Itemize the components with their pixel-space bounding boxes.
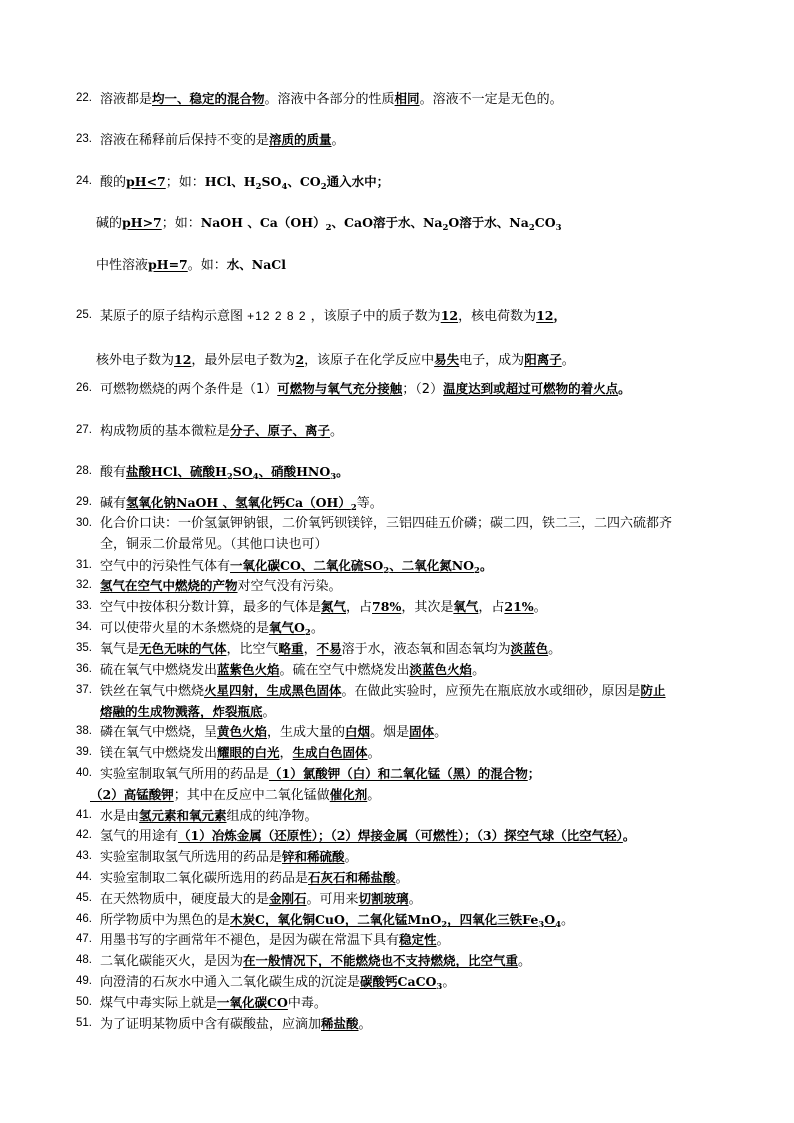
item-number: 44. [76, 871, 92, 883]
text-segment: SO [261, 174, 282, 189]
text-segment: 。硫在空气中燃烧发出 [279, 663, 410, 678]
text-segment: 。 [548, 642, 562, 657]
answer: 12 [440, 308, 459, 323]
item-text [100, 973, 455, 991]
text-segment: ，核电荷数为 [458, 309, 537, 324]
item-text [100, 422, 343, 440]
text-segment: 。 [336, 464, 349, 479]
subscript: 2 [350, 503, 357, 513]
item-number: 43. [76, 850, 92, 862]
text-segment: 。 [561, 353, 575, 368]
answer: 防止 [640, 683, 666, 698]
text-segment: 、二氧化氮NO [389, 558, 475, 573]
text-segment: ， [279, 746, 293, 761]
item-number: 37. [76, 684, 92, 696]
answer [204, 174, 390, 192]
text-segment: ；（2） [402, 382, 444, 397]
subscript: 2 [304, 628, 311, 638]
answer: 氮气 [321, 599, 347, 614]
item-text [100, 1015, 372, 1033]
answer [200, 215, 562, 233]
item-text [100, 598, 547, 616]
text-segment: ；其中在反应中二氧化锰做 [173, 788, 330, 803]
text-segment: 。可用来 [306, 892, 359, 907]
text-segment: 空气中按体积分数计算，最多的气体是 [100, 600, 322, 615]
text-segment: 氢氧化钠NaOH 、氢氧化钙Ca（OH） [126, 495, 351, 510]
text-segment: 构成物质的基本微粒是 [100, 424, 231, 439]
item-text [100, 890, 422, 908]
text-segment: 组成的纯净物。 [226, 809, 318, 824]
item-text [100, 703, 276, 721]
text-segment: ，该原子在化学反应中 [304, 353, 435, 368]
answer: （1）氯酸钾（白）和二氧化锰（黑）的混合物 [269, 766, 528, 781]
subscript: 4 [555, 920, 562, 930]
text-segment: 空气中的污染性气体有 [100, 559, 231, 574]
item-text [100, 911, 574, 929]
item-number: 27. [76, 424, 92, 436]
answer: （1）冶炼金属（还原性）；（2）焊接金属（可燃性）；（3）探空气球（比空气轻） [178, 828, 623, 843]
text-segment: 。 [561, 913, 575, 928]
item-number: 39. [76, 746, 92, 758]
text-segment: ，最外层电子数为 [191, 353, 296, 368]
answer: 金刚石 [269, 891, 307, 906]
item-number: 24. [76, 175, 92, 187]
item-number: 47. [76, 933, 92, 945]
item-text [90, 786, 380, 804]
subscript: 3 [538, 920, 545, 930]
item-text [100, 744, 381, 762]
item-number: 29. [76, 496, 92, 508]
item-text [100, 848, 358, 866]
text-segment: 。 [344, 850, 358, 865]
item-number: 26. [76, 382, 92, 394]
answer: pH<7 [126, 174, 166, 189]
item-text [100, 494, 383, 512]
answer [230, 912, 562, 930]
text-segment: 木炭C，氧化铜CuO，二氧化锰MnO [230, 912, 442, 927]
item-text [100, 619, 324, 637]
text-segment: 溶液都是 [100, 92, 153, 107]
item-text [100, 463, 349, 481]
answer: （2）高锰酸钾 [90, 787, 174, 802]
text-segment: 。 [358, 1017, 372, 1032]
answer: 在一般情况下，不能燃烧也不支持燃烧，比空气重 [243, 953, 519, 968]
text-segment: O [544, 912, 556, 927]
item-text [100, 807, 318, 825]
text-segment: 所学物质中为黑色的是 [100, 913, 231, 928]
text-segment: 等。 [356, 496, 383, 511]
text-segment: 。 [479, 558, 493, 573]
subscript: 2 [442, 223, 449, 233]
text-segment: 。 [367, 788, 381, 803]
text-segment: 。 [395, 871, 409, 886]
item-text [100, 173, 389, 191]
answer: 稳定性 [399, 932, 437, 947]
text-segment: 。 [310, 621, 324, 636]
answer: 切割玻璃 [358, 891, 409, 906]
answer: 氢元素和氧元素 [139, 808, 227, 823]
text-segment: 。 [442, 975, 456, 990]
text-segment: 盐酸HCl、硫酸H [126, 464, 227, 479]
text-segment: 。在做此实验时，应预先在瓶底放水或细砂，原因是 [341, 684, 641, 699]
answer: 白烟 [345, 724, 371, 739]
item-text [100, 640, 561, 658]
answer: 火星四射，生成黑色固体 [204, 683, 342, 698]
item-number: 46. [76, 913, 92, 925]
text-segment: 可以使带火星的木条燃烧的是 [100, 621, 270, 636]
text-segment: 碱的 [96, 216, 123, 231]
text-segment: 。溶液不一定是无色的。 [419, 92, 563, 107]
item-text [100, 994, 327, 1012]
answer: 稀盐酸 [321, 1016, 359, 1031]
item-text [100, 131, 345, 149]
answer [126, 495, 357, 513]
answer: 黄色火焰 [217, 724, 268, 739]
text-segment: 。 [518, 954, 532, 969]
text-segment: O溶于水、Na [448, 215, 529, 230]
item-number: 25. [76, 309, 92, 321]
text-segment: 。 [262, 705, 276, 720]
text-segment: 。 [618, 381, 631, 396]
item-text [100, 952, 531, 970]
text-segment: 氧气O [269, 620, 305, 635]
text-segment: 在天然物质中，硬度最大的是 [100, 892, 270, 907]
subscript: 2 [255, 182, 262, 192]
text-segment: ，占 [346, 600, 373, 615]
answer: 分子、原子、离子 [230, 423, 331, 438]
answer: 淡蓝色 [510, 641, 549, 656]
text-segment: 二氧化碳能灭火，是因为 [100, 954, 244, 969]
text-segment: ，四氧化三铁Fe [447, 912, 539, 927]
text-segment: 。如： [187, 258, 227, 273]
text-segment: ，生成大量的 [267, 725, 346, 740]
answer: 一氧化碳CO [217, 995, 288, 1010]
item-number: 22. [76, 92, 92, 104]
text-segment: 氧气是 [100, 642, 140, 657]
text-segment: 通入水中； [326, 174, 390, 189]
subscript: 2 [441, 920, 448, 930]
item-text [100, 577, 342, 595]
text-segment: 。 [622, 828, 636, 843]
item-text [100, 380, 631, 398]
answer: 熔融的生成物溅落，炸裂瓶底 [100, 704, 263, 719]
item-number: 40. [76, 767, 92, 779]
text-segment: ，该原子中的质子数为 [310, 309, 441, 324]
item-text [96, 351, 575, 369]
text-segment: 向澄清的石灰水中通入二氧化碳生成的沉淀是 [100, 975, 361, 990]
text-segment: 、CO [287, 174, 321, 189]
answer: 相同 [394, 91, 420, 106]
text-segment: ， [553, 308, 567, 323]
text-segment: 硫在氧气中燃烧发出 [100, 663, 218, 678]
subscript: 2 [320, 182, 327, 192]
answer [269, 620, 311, 638]
item-text: 全，铜汞二价最常见。（其他口诀也可） [100, 537, 328, 552]
answer: pH>7 [122, 215, 162, 230]
item-number: 49. [76, 975, 92, 987]
text-segment: ，占 [478, 600, 505, 615]
text-segment: 。 [408, 892, 422, 907]
answer: 氧气 [453, 599, 479, 614]
answer: 可燃物与氧气充分接触 [277, 381, 403, 396]
item-number: 48. [76, 954, 92, 966]
subscript: 2 [226, 472, 233, 482]
answer: 78% [372, 599, 402, 614]
text-segment: SO [232, 464, 253, 479]
answer: 2 [295, 352, 305, 367]
subscript: 2 [383, 566, 390, 576]
text-segment: 碳酸钙CaCO [360, 974, 437, 989]
item-number: 41. [76, 809, 92, 821]
subscript: 2 [528, 223, 535, 233]
text-segment: 电子，成为 [459, 353, 525, 368]
text-segment: 。 [367, 746, 381, 761]
item-number: 35. [76, 642, 92, 654]
item-text [100, 723, 447, 741]
answer: 不易 [316, 641, 342, 656]
text-segment: 可燃物燃烧的两个条件是（1） [100, 382, 278, 397]
item-text [100, 827, 635, 845]
answer: 阳离子 [524, 352, 562, 367]
text-segment: ，比空气 [226, 642, 279, 657]
answer: 12 [174, 352, 192, 367]
text-segment: 实验室制取二氧化碳所选用的药品是 [100, 871, 309, 886]
subscript: 2 [474, 566, 480, 576]
text-segment: 。 [330, 424, 344, 439]
text-segment: ；如： [161, 216, 201, 231]
item-text [100, 557, 492, 575]
text-segment: 水是由 [100, 809, 140, 824]
item-text [100, 90, 563, 108]
subscript: 3 [555, 223, 562, 233]
text-segment: HCl、H [204, 174, 256, 189]
item-number: 23. [76, 133, 92, 145]
answer: 溶质的质量 [269, 132, 332, 147]
answer: 温度达到或超过可燃物的着火点 [443, 381, 619, 396]
item-number: 38. [76, 725, 92, 737]
answer: 蓝紫色火焰 [217, 662, 280, 677]
item-number: 33. [76, 600, 92, 612]
answer: 21% [504, 599, 534, 614]
item-text [100, 307, 566, 325]
text-segment: 。烟是 [370, 725, 410, 740]
item-number: 51. [76, 1017, 92, 1029]
text-segment: 。 [331, 133, 345, 148]
subscript: 4 [281, 182, 288, 192]
text-segment: 。 [533, 600, 547, 615]
text-segment: ； [527, 766, 541, 781]
item-number: 34. [76, 621, 92, 633]
text-segment: 某原子的原子结构示意图 [100, 309, 248, 324]
text-segment: 、硝酸HNO [258, 464, 331, 479]
text-segment: 镁在氧气中燃烧发出 [100, 746, 218, 761]
atomic-structure-diagram: +12 2 8 2 [247, 309, 307, 323]
text-segment: ；如： [165, 175, 205, 190]
text-segment: 氢气的用途有 [100, 829, 179, 844]
item-number: 28. [76, 465, 92, 477]
text-segment: 。 [472, 663, 486, 678]
answer: 生成白色固体 [292, 745, 368, 760]
item-text [96, 256, 286, 274]
text-segment: 实验室制取氢气所选用的药品是 [100, 850, 283, 865]
text-segment: 实验室制取氧气所用的药品是 [100, 767, 270, 782]
item-text [100, 682, 666, 700]
text-segment: 。 [436, 933, 450, 948]
item-number: 50. [76, 996, 92, 1008]
text-segment: 用墨书写的字画常年不褪色，是因为碳在常温下具有 [100, 933, 400, 948]
item-text: 化合价口诀：一价氢氯钾钠银，二价氧钙钡镁锌，三铝四硅五价磷；碳二四，铁二三，二四六硫都齐 [100, 516, 673, 531]
answer: 无色无味的气体 [139, 641, 227, 656]
answer: 12 [536, 308, 554, 323]
item-text [100, 765, 540, 783]
item-number: 31. [76, 559, 92, 571]
answer: 氢气在空气中燃烧的产物 [100, 578, 238, 593]
item-number: 36. [76, 663, 92, 675]
text-segment: 一氧化碳CO、二氧化硫SO [230, 558, 384, 573]
answer: 固体 [409, 724, 435, 739]
item-text [100, 661, 485, 679]
item-number: 32. [76, 579, 92, 591]
text-segment: 。 [434, 725, 448, 740]
answer [360, 974, 443, 992]
text-segment: 酸的 [100, 175, 127, 190]
item-number: 42. [76, 829, 92, 841]
text-segment: 为了证明某物质中含有碳酸盐，应滴加 [100, 1017, 322, 1032]
subscript: 4 [252, 472, 259, 482]
text-segment: 中性溶液 [96, 258, 149, 273]
answer: 淡蓝色火焰 [409, 662, 473, 677]
text-segment: 酸有 [100, 465, 127, 480]
subscript: 2 [325, 223, 332, 233]
item-text [96, 214, 562, 232]
text-segment: 溶于水，液态氧和固态氧均为 [341, 642, 511, 657]
text-segment: 铁丝在氧气中燃烧 [100, 684, 205, 699]
text-segment: 核外电子数为 [96, 353, 175, 368]
text-segment: NaOH 、Ca（OH） [200, 215, 326, 230]
subscript: 3 [330, 472, 337, 482]
text-segment: ，其次是 [401, 600, 454, 615]
text-segment: 煤气中毒实际上就是 [100, 996, 218, 1011]
answer: 易失 [434, 352, 460, 367]
answer: 锌和稀硫酸 [282, 849, 345, 864]
text-segment: CO [534, 215, 556, 230]
answer [230, 558, 480, 576]
answer: 石灰石和稀盐酸 [308, 870, 396, 885]
text-segment: 溶液在稀释前后保持不变的是 [100, 133, 270, 148]
answer: 略重 [278, 641, 304, 656]
text-segment: 磷在氧气中燃烧，呈 [100, 725, 218, 740]
text-segment: 、CaO溶于水、Na [331, 215, 443, 230]
answer: 均一、稳定的混合物 [152, 91, 265, 106]
item-text [100, 869, 409, 887]
subscript: 3 [436, 982, 443, 992]
answer: 耀眼的白光 [217, 745, 280, 760]
text-segment: 碱有 [100, 496, 127, 511]
answer: pH=7 [148, 257, 188, 272]
item-text [100, 931, 450, 949]
text-segment: 中毒。 [287, 996, 327, 1011]
text-segment: 对空气没有污染。 [237, 579, 342, 594]
item-number: 45. [76, 892, 92, 904]
answer: 催化剂 [329, 787, 368, 802]
text-segment: ， [303, 642, 317, 657]
item-number: 30. [76, 517, 92, 529]
answer: 水、NaCl [226, 257, 286, 272]
answer [126, 464, 337, 482]
text-segment: 。溶液中各部分的性质 [264, 92, 395, 107]
